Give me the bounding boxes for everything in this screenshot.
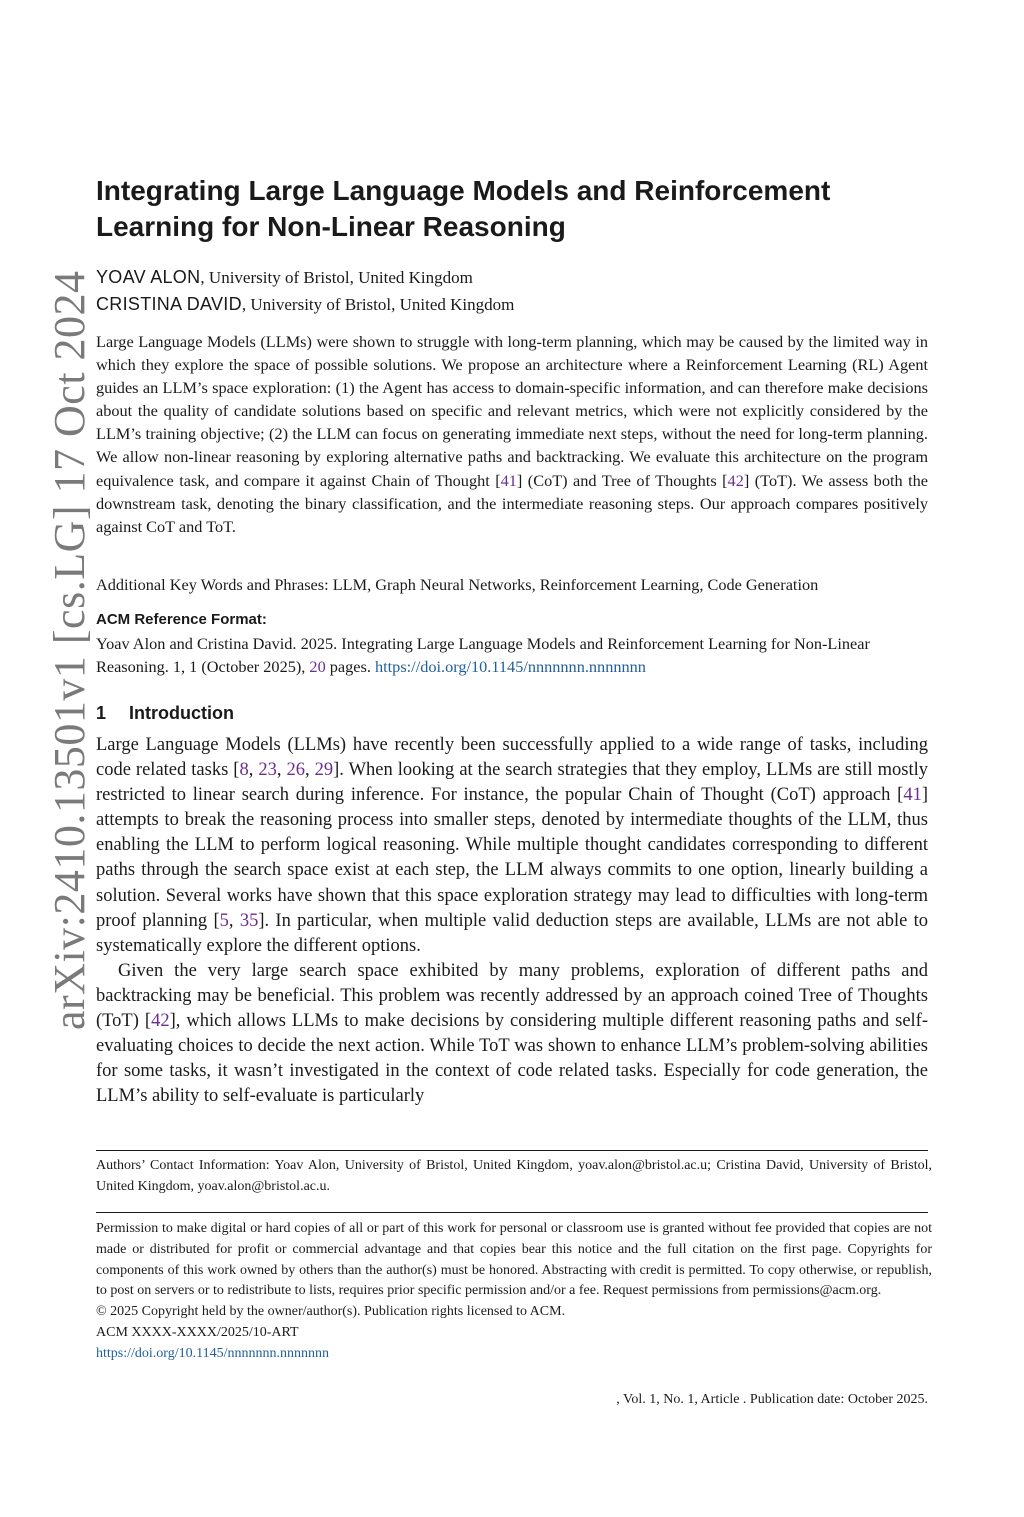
abstract-text: ] (CoT) and Tree of Thoughts [ (516, 470, 728, 490)
citation-link[interactable]: 42 (151, 1011, 170, 1032)
paragraph: Large Language Models (LLMs) have recently been successfully applied to a wide range of tasks, including code related tasks [8, 23, 26, 29]. When looking at the search strategies that they employ, LLMs are still mostly restricted to linear search during inference. For instance, the popular Chain of Thought (CoT) approach [41] attempts to break the reasoning process into smaller steps, denoted by intermediate thoughts of the LLM, thus enabling the LLM to perform logical reasoning. While multiple thought candidates corresponding to different paths through the search space exist at each step, the LLM always commits to one option, linearly building a solution. Several works have shown that this space exploration strategy may lead to difficulties with long-term proof planning [5, 35]. In particular, when multiple valid deduction steps are available, LLMs are not able to systematically explore the different options. (96, 735, 929, 956)
introduction-body (96, 733, 928, 1109)
author-name: YOAV ALON (96, 267, 201, 287)
author-list (96, 264, 936, 318)
abstract-text: ] (ToT). We assess both the downstream task, denoting the binary classification, and the intermediate reasoning steps. Our approach compares positively against CoT and ToT. (96, 470, 928, 536)
abstract-text: Large Language Models (LLMs) were shown to struggle with long-term planning, which may be caused by the limited way in which they explore the space of possible solutions. We propose an architecture where a Reinforcement Learning (RL) Agent guides an LLM’s space exploration: (1) the Agent has access to domain-specific information, and can therefore make decisions about the quality of candidate solutions based on specific and relevant metrics, which were not explicitly considered by the LLM’s training objective; (2) the LLM can focus on generating immediate next steps, without the need for long-term planning. We allow non-linear reasoning by exploring alternative paths and backtracking. We evaluate this architecture on the program equivalence task, and compare it against Chain of Thought [ (96, 332, 928, 490)
paragraph (96, 959, 928, 1110)
acm-reference-text: pages. (325, 657, 375, 676)
section-heading (96, 701, 234, 725)
paragraph-text: Given the very large search space exhibited by many problems, exploration of different paths and backtracking may be beneficial. This problem was recently addressed by an approach coined Tree of Thoughts (ToT) [ (96, 960, 928, 1032)
acm-reference (96, 632, 932, 678)
citation-link[interactable]: 23 (258, 760, 277, 781)
paper-title: Integrating Large Language Models and Reinforcement Learning for Non-Linear Reasoning (96, 175, 831, 242)
paragraph-text: ], which allows LLMs to make decisions by considering multiple different reasoning paths and self-evaluating choices to decide the next action. While ToT was shown to enhance LLM’s problem-solving abilities for some tasks, it wasn’t investigated in the context of code related tasks. Especially for code generation, the LLM’s ability to self-evaluate is particularly (96, 1011, 928, 1107)
paragraph-text: Large Language Models (LLMs) have recently been successfully applied to a wide range of tasks, including code related tasks [ (96, 735, 928, 781)
copyright-line: © 2025 Copyright held by the owner/author(s). Publication rights licensed to ACM. (96, 1304, 566, 1320)
paragraph-text: ]. When looking at the search strategies that they employ, LLMs are still mostly restricted to linear search during inference. For instance, the popular Chain of Thought (CoT) approach [ (96, 760, 928, 806)
citation-link[interactable]: 26 (286, 760, 305, 781)
section-number: 1 (96, 703, 107, 723)
section-title: Introduction (129, 703, 234, 723)
paragraph-text: ] attempts to break the reasoning process into smaller steps, denoted by intermediate thoughts of the LLM, thus enabling the LLM to perform logical reasoning. While multiple thought candidates corresponding to different paths through the search space exist at each step, the LLM always commits to one option, linearly building a solution. Several works have shown that this space exploration strategy may lead to difficulties with long-term proof planning [ (96, 785, 928, 931)
footnote-divider (96, 1150, 928, 1151)
citation-link[interactable]: 41 (903, 785, 922, 806)
citation-link[interactable]: 29 (314, 760, 334, 781)
author-affiliation: University of Bristol, United Kingdom (208, 268, 473, 287)
acm-number: ACM XXXX-XXXX/2025/10-ART (96, 1324, 299, 1340)
paragraph-text: ]. In particular, when multiple valid deduction steps are available, LLMs are not able to systematically explore the different options. (96, 910, 929, 956)
author-entry: CRISTINA DAVID, University of Bristol, United Kingdom (96, 294, 515, 314)
citation-link[interactable]: 41 (500, 470, 517, 490)
page-count-link[interactable]: 20 (309, 657, 326, 676)
citation-link[interactable]: 35 (239, 910, 259, 931)
acm-reference-text: Yoav Alon and Cristina David. 2025. Integrating Large Language Models and Reinforcement Learning for Non-Linear Reasoning. 1, 1 (October 2025), (96, 634, 870, 676)
keywords: Additional Key Words and Phrases: LLM, Graph Neural Networks, Reinforcement Learning, Code Generation (96, 575, 819, 594)
doi-link[interactable]: https://doi.org/10.1145/nnnnnnn.nnnnnnn (96, 1345, 329, 1361)
author-entry: YOAV ALON, University of Bristol, United Kingdom (96, 267, 473, 287)
permission-notice (96, 1219, 932, 1365)
citation-link[interactable]: 42 (727, 470, 744, 490)
doi-link[interactable]: https://doi.org/10.1145/nnnnnnn.nnnnnnn (374, 657, 646, 676)
permission-text: Permission to make digital or hard copies of all or part of this work for personal or classroom use is granted without fee provided that copies are not made or distributed for profit or commercial advantage and that copies bear this notice and the full citation on the first page. Copyrights for components of this work owned by others than the author(s) must be honored. Abstracting with credit is permitted. To copy otherwise, or republish, to post on servers or to redistribute to lists, requires prior specific permission and/or a fee. Request permissions from permissions@acm.org. (96, 1221, 932, 1299)
abstract (96, 330, 928, 538)
permission-divider (96, 1212, 928, 1213)
citation-link[interactable]: 8 (239, 760, 249, 781)
author-name: CRISTINA DAVID (96, 294, 242, 314)
contact-info: Authors’ Contact Information: Yoav Alon, University of Bristol, United Kingdom, yoav.alon@bristol.ac.u; Cristina David, University of Bristol, United Kingdom, yoav.alon@bristol.ac.u. (96, 1158, 932, 1194)
arxiv-identifier: arXiv:2410.13501v1 [cs.LG] 17 Oct 2024 (45, 270, 94, 1030)
author-affiliation: University of Bristol, United Kingdom (250, 295, 515, 314)
citation-link[interactable]: 5 (219, 910, 229, 931)
page-footer: , Vol. 1, No. 1, Article . Publication date: October 2025. (616, 1392, 928, 1407)
acm-reference-heading: ACM Reference Format: (96, 611, 267, 628)
